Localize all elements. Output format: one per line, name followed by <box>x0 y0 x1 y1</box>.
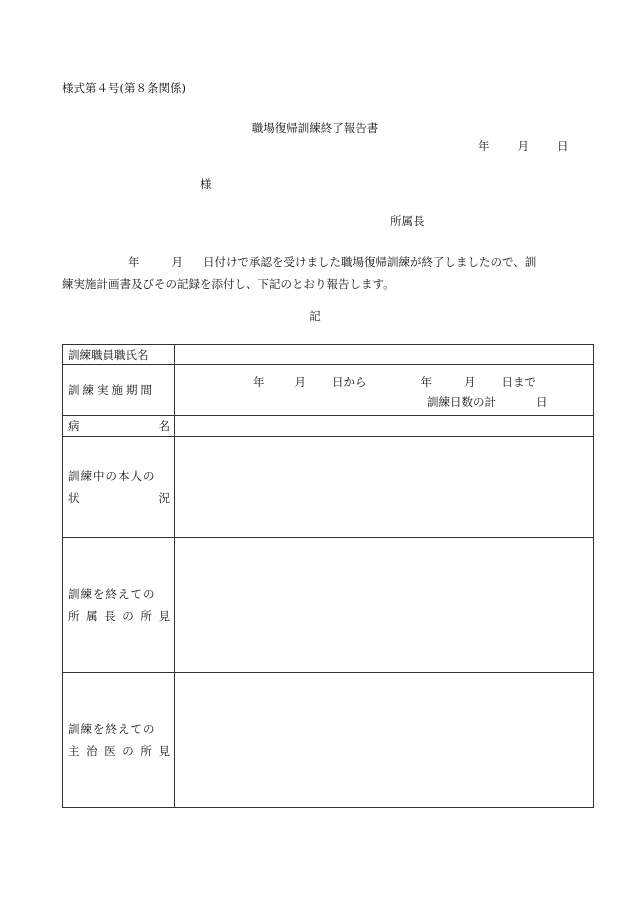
status-field[interactable] <box>175 437 594 538</box>
dept-head-opinion-label: 訓練を終えての 所 属 長 の 所 見 <box>63 538 175 673</box>
dept-head-opinion-field[interactable] <box>175 538 594 673</box>
date-day-label: 日 <box>557 139 569 153</box>
illness-field[interactable] <box>175 416 594 437</box>
label-char: の <box>122 609 134 623</box>
report-body <box>62 251 572 295</box>
table-row <box>63 345 594 365</box>
ki-heading: 記 <box>309 309 321 323</box>
label-char: 主 <box>68 744 80 758</box>
illness-label <box>63 416 175 437</box>
doctor-opinion-field[interactable] <box>175 673 594 808</box>
report-date <box>478 139 569 153</box>
label-char: 況 <box>158 491 170 505</box>
label-char: 病 <box>68 419 80 433</box>
label-char: 所 <box>140 744 152 758</box>
period-label: 訓練実施期間 <box>63 365 175 416</box>
department-head-label: 所属長 <box>390 214 425 228</box>
label-char: 属 <box>86 609 98 623</box>
label-char: 治 <box>86 744 98 758</box>
name-field[interactable] <box>175 345 594 365</box>
report-table <box>62 344 594 808</box>
label-char: 医 <box>104 744 116 758</box>
document-title: 職場復帰訓練終了報告書 <box>251 121 379 135</box>
table-row <box>63 365 594 416</box>
date-month-label: 月 <box>517 139 529 153</box>
label-char: 見 <box>158 609 170 623</box>
period-field[interactable]: 年 月 日から 年 月 日まで 訓練日数の計 日 <box>175 365 594 416</box>
label-char: 所 <box>68 609 80 623</box>
label-char: の <box>122 744 134 758</box>
status-label: 訓練中の本人の 状 況 <box>63 437 175 538</box>
table-row <box>63 416 594 437</box>
date-year-label: 年 <box>478 139 490 153</box>
table-row <box>63 437 594 538</box>
table-row <box>63 673 594 808</box>
label-char: 名 <box>158 419 170 433</box>
addressee-suffix: 様 <box>200 177 212 191</box>
body-month: 月 <box>171 255 183 269</box>
form-number: 様式第４号(第８条関係) <box>62 81 186 95</box>
body-year: 年 <box>128 255 140 269</box>
label-char: 見 <box>158 744 170 758</box>
label-char: 所 <box>140 609 152 623</box>
label-char: 長 <box>104 609 116 623</box>
label-char: 状 <box>68 491 80 505</box>
body-text-line2: 練実施計画書及びその記録を添付し、下記のとおり報告します。 <box>62 277 395 291</box>
body-text-line1: 日付けで承認を受けました職場復帰訓練が終了しましたので、訓 <box>203 255 537 269</box>
name-label: 訓練職員職氏名 <box>63 345 175 365</box>
doctor-opinion-label: 訓練を終えての 主 治 医 の 所 見 <box>63 673 175 808</box>
table-row <box>63 538 594 673</box>
